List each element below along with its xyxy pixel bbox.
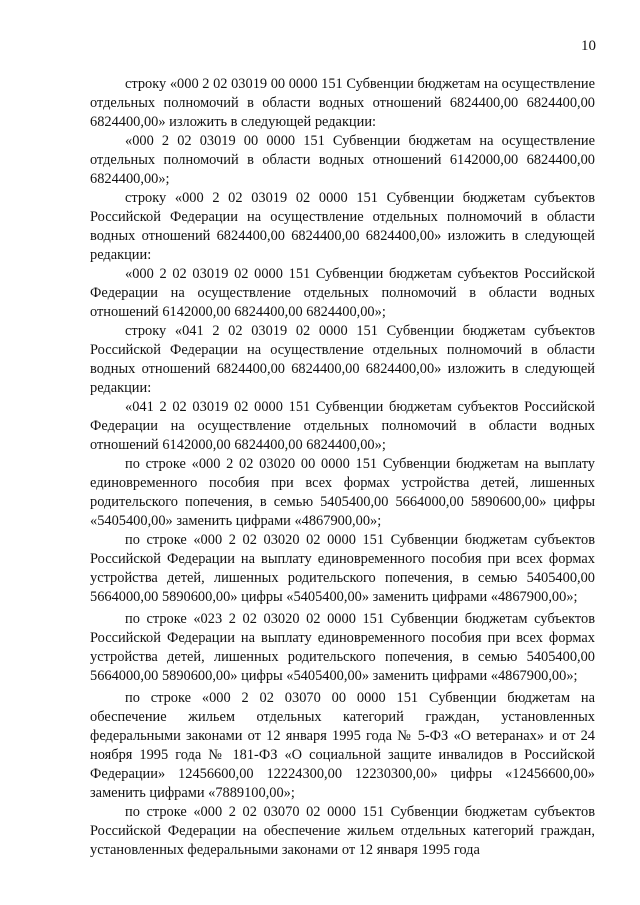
paragraph-9: по строке «023 2 02 03020 02 0000 151 Субвенции бюджетам субъектов Российской Федерации на выплату единовременного пособия при всех формах устройства детей, лишенных родительского попечения, в семью 5405400,00 5664000,00 5890600,00» цифры «5405400,00» заменить цифрами «4867900,00»; [90,611,595,684]
paragraph-2: «000 2 02 03019 00 0000 151 Субвенции бюджетам на осуществление отдельных полномочий в области водных отношений 6142000,00 6824400,00 6824400,00»; [90,133,595,187]
paragraph-6: «041 2 02 03019 02 0000 151 Субвенции бюджетам субъектов Российской Федерации на осуществление отдельных полномочий в области водных отношений 6142000,00 6824400,00 6824400,00»; [90,399,595,453]
document-body [90,75,595,860]
paragraph-5: строку «041 2 02 03019 02 0000 151 Субвенции бюджетам субъектов Российской Федерации на осуществление отдельных полномочий в области водных отношений 6824400,00 6824400,00 6824400,00» изложить в следующей редакции: [90,323,595,396]
paragraph-1: строку «000 2 02 03019 00 0000 151 Субвенции бюджетам на осуществление отдельных полномочий в области водных отношений 6824400,00 6824400,00 6824400,00» изложить в следующей редакции: [90,76,595,130]
paragraph-3: строку «000 2 02 03019 02 0000 151 Субвенции бюджетам субъектов Российской Федерации на осуществление отдельных полномочий в области водных отношений 6824400,00 6824400,00 6824400,00» изложить в следующей редакции: [90,190,595,263]
paragraph-11: по строке «000 2 02 03070 02 0000 151 Субвенции бюджетам субъектов Российской Федерации на обеспечение жильем отдельных категорий граждан, установленных федеральными законами от 12 января 1995 года [90,804,595,858]
paragraph-8: по строке «000 2 02 03020 02 0000 151 Субвенции бюджетам субъектов Российской Федерации на выплату единовременного пособия при всех формах устройства детей, лишенных родительского попечения, в семью 5405400,00 5664000,00 5890600,00» цифры «5405400,00» заменить цифрами «4867900,00»; [90,532,595,605]
paragraph-4: «000 2 02 03019 02 0000 151 Субвенции бюджетам субъектов Российской Федерации на осуществление отдельных полномочий в области водных отношений 6142000,00 6824400,00 6824400,00»; [90,266,595,320]
paragraph-7: по строке «000 2 02 03020 00 0000 151 Субвенции бюджетам на выплату единовременного пособия при всех формах устройства детей, лишенных родительского попечения, в семью 5405400,00 5664000,00 5890600,00» цифры «5405400,00» заменить цифрами «4867900,00»; [90,456,595,529]
paragraph-10: по строке «000 2 02 03070 00 0000 151 Субвенции бюджетам на обеспечение жильем отдельных категорий граждан, установленных федеральными законами от 12 января 1995 года № 5-ФЗ «О ветеранах» и от 24 ноября 1995 года № 181-ФЗ «О социальной защите инвалидов в Российской Федерации» 12456600,00 12224300,00 12230300,00» цифры «12456600,00» заменить цифрами «7889100,00»; [90,690,595,801]
page-number: 10 [581,38,596,54]
